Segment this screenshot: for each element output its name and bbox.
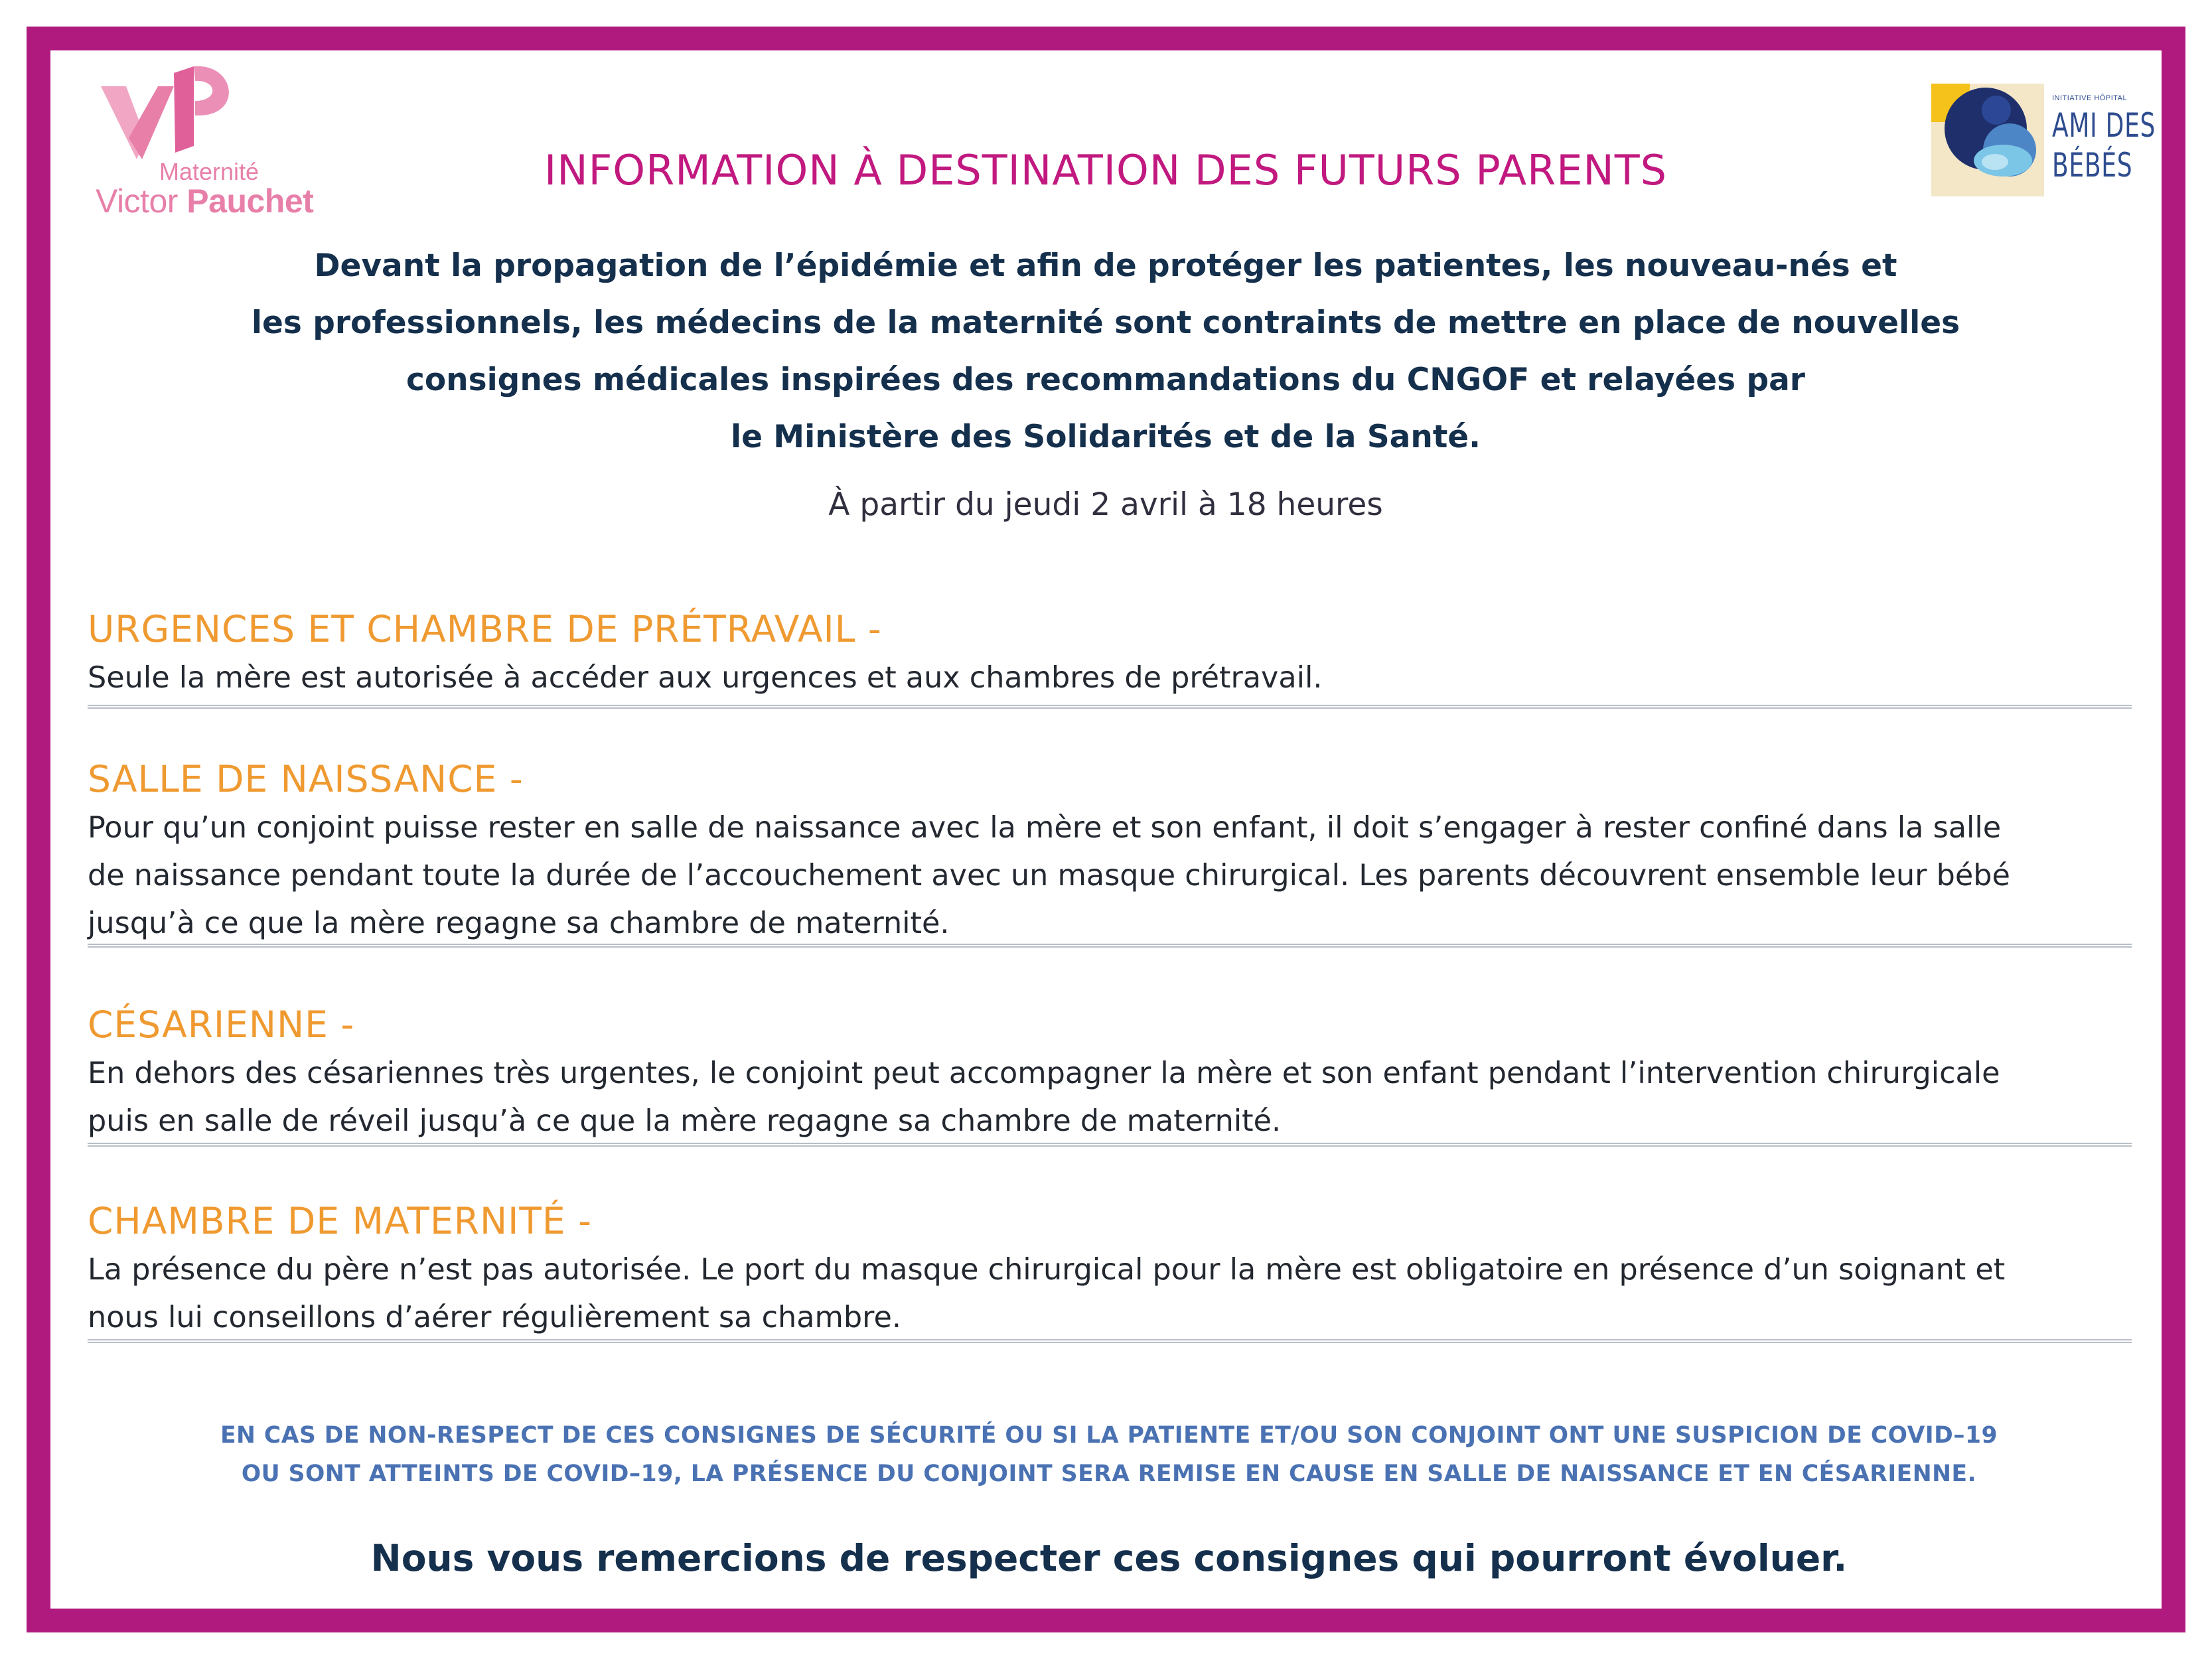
intro-paragraph: [117, 238, 2095, 466]
section-line: Seule la mère est autorisée à accéder aux urgences et aux chambres de prétravail.: [88, 661, 1323, 695]
page-title: INFORMATION À DESTINATION DES FUTURS PARENTS: [544, 146, 1668, 194]
intro-line: les professionnels, les médecins de la maternité sont contraints de mettre en place de nouvelles: [251, 305, 1960, 341]
section-line: Pour qu’un conjoint puisse rester en salle de naissance avec la mère et son enfant, il doit s’engager à rester confiné dans la salle: [88, 811, 2002, 845]
section-divider: [88, 1143, 2132, 1147]
warning-line: OU SONT ATTEINTS DE COVID–19, LA PRÉSENCE DU CONJOINT SERA REMISE EN CAUSE EN SALLE DE NAISSANCE ET EN CÉSARIENNE.: [241, 1461, 1977, 1487]
intro-line: le Ministère des Solidarités et de la Santé.: [730, 419, 1481, 455]
warning-line: EN CAS DE NON-RESPECT DE CES CONSIGNES DE SÉCURITÉ OU SI LA PATIENTE ET/OU SON CONJOINT ONT UNE SUSPICION DE COVID–19: [220, 1422, 1998, 1449]
intro-line: consignes médicales inspirées des recommandations du CNGOF et relayées par: [406, 362, 1805, 398]
section-line: jusqu’à ce que la mère regagne sa chambre de maternité.: [88, 906, 950, 940]
section-divider: [88, 705, 2132, 709]
logo-line-victor: Victor: [96, 182, 187, 220]
section-chambre-de-maternite: [88, 1196, 2132, 1342]
closing-message: Nous vous remercions de respecter ces consignes qui pourront évoluer.: [370, 1537, 1848, 1579]
section-divider: [88, 1339, 2132, 1343]
section-salle-de-naissance: [88, 754, 2132, 948]
section-line: En dehors des césariennes très urgentes, le conjoint peut accompagner la mère et son enfant pendant l’intervention chirurgicale: [88, 1056, 2000, 1090]
section-urgences: [88, 604, 2132, 702]
section-body: [88, 1050, 2132, 1145]
maternite-victor-pauchet-logo: [73, 60, 325, 232]
logo-initiative-label: INITIATIVE HÔPITAL: [2052, 94, 2128, 102]
section-body: [88, 1246, 2132, 1342]
section-heading: URGENCES ET CHAMBRE DE PRÉTRAVAIL -: [88, 608, 882, 650]
section-heading: CHAMBRE DE MATERNITÉ -: [88, 1200, 593, 1242]
section-heading: CÉSARIENNE -: [88, 1003, 355, 1046]
logo-line-pauchet: Pauchet: [186, 182, 314, 220]
section-line: de naissance pendant toute la durée de l’accouchement avec un masque chirurgical. Les parents découvrent ensemble leur bébé: [88, 859, 2010, 893]
section-body: [88, 654, 2132, 702]
section-line: puis en salle de réveil jusqu’à ce que la mère regagne sa chambre de maternité.: [88, 1104, 1282, 1138]
ami-des-bebes-icon: [1931, 84, 2044, 196]
logo-ami-des-label: AMI DES: [2052, 106, 2156, 145]
logo-line-victor-pauchet: [96, 182, 313, 220]
poster-frame: [27, 27, 2185, 1632]
logo-bebes-label: BÉBÉS: [2052, 146, 2133, 184]
section-cesarienne: [88, 999, 2132, 1145]
effective-date: À partir du jeudi 2 avril à 18 heures: [828, 486, 1383, 523]
section-heading: SALLE DE NAISSANCE -: [88, 758, 524, 800]
ami-des-bebes-logo: [1931, 84, 2157, 203]
section-body: [88, 804, 2132, 948]
covid-warning: [90, 1416, 2128, 1493]
section-line: La présence du père n’est pas autorisée. Le port du masque chirurgical pour la mère est obligatoire en présence d’un soignant et: [88, 1253, 2006, 1287]
intro-line: Devant la propagation de l’épidémie et afin de protéger les patientes, les nouveau-nés et: [314, 248, 1897, 284]
logo-line-maternite: Maternité: [159, 158, 259, 185]
vp-logo-icon: [94, 60, 240, 166]
section-line: nous lui conseillons d’aérer régulièrement sa chambre.: [88, 1301, 901, 1334]
section-divider: [88, 944, 2132, 948]
